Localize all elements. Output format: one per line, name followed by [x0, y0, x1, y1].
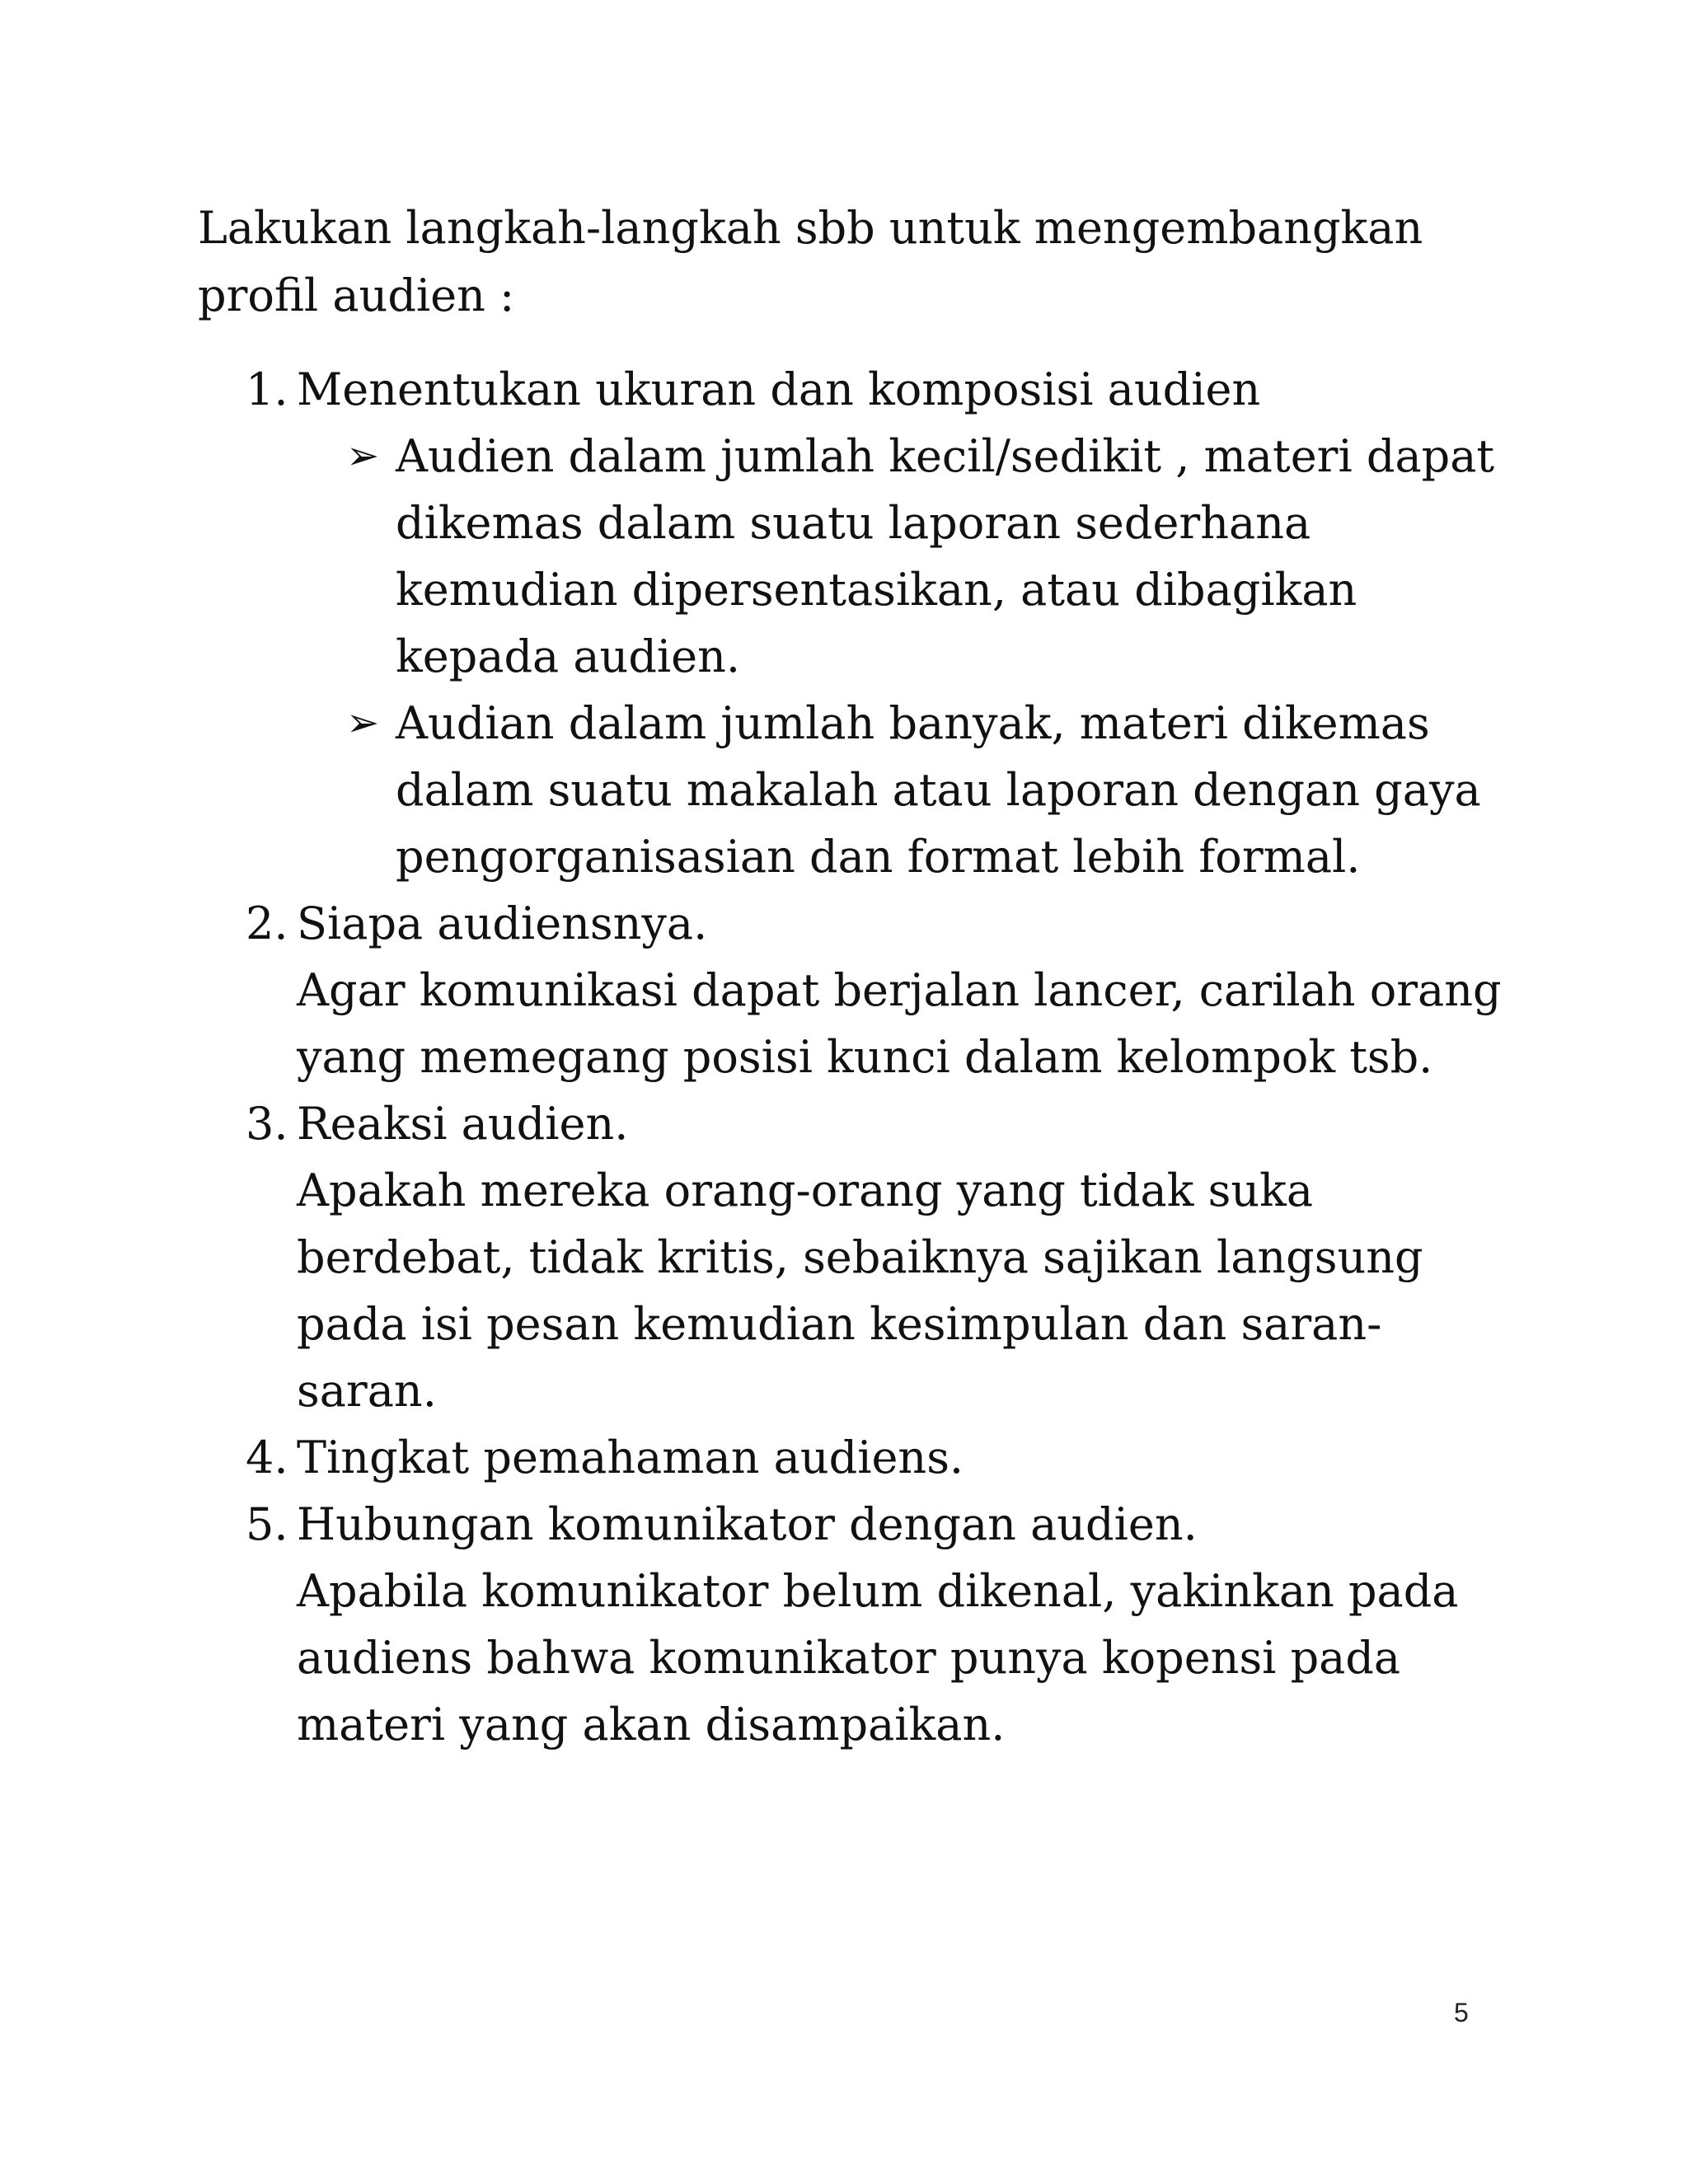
item-description: Apakah mereka orang-orang yang tidak suka berdebat, tidak kritis, sebaiknya sajikan langsung pada isi pesan kemudian kesimpulan dan saran-saran. — [297, 1165, 1423, 1417]
sub-list-item — [297, 423, 1517, 690]
intro-paragraph: Lakukan langkah-langkah sbb untuk mengembangkan profil audien : — [198, 202, 1423, 321]
page-number: 5 — [1454, 1998, 1469, 2027]
steps-list — [198, 356, 1517, 1758]
item-number: 4. — [246, 1432, 288, 1483]
list-item — [198, 890, 1517, 1090]
item-number: 2. — [246, 898, 288, 949]
arrow-bullet-icon: ➢ — [346, 700, 380, 746]
item-number: 1. — [246, 363, 288, 415]
sub-list — [297, 423, 1517, 890]
item-title: Tingkat pemahaman audiens. — [297, 1432, 964, 1483]
item-description: Apabila komunikator belum dikenal, yakinkan pada audiens bahwa komunikator punya kopensi pada materi yang akan disampaikan. — [297, 1565, 1459, 1750]
item-description: Agar komunikasi dapat berjalan lancer, carilah orang yang memegang posisi kunci dalam kelompok tsb. — [297, 964, 1502, 1083]
item-number: 3. — [246, 1098, 288, 1150]
arrow-bullet-icon: ➢ — [346, 433, 380, 479]
item-title: Menentukan ukuran dan komposisi audien — [297, 363, 1261, 415]
item-number: 5. — [246, 1498, 288, 1550]
list-item — [198, 1090, 1517, 1424]
list-item — [198, 1424, 1517, 1491]
bullet-text: Audien dalam jumlah kecil/sedikit , materi dapat dikemas dalam suatu laporan sederhana kemudian dipersentasikan, atau dibagikan kepada audien. — [396, 430, 1495, 682]
item-title: Reaksi audien. — [297, 1098, 629, 1150]
bullet-text: Audian dalam jumlah banyak, materi dikemas dalam suatu makalah atau laporan dengan gaya pengorganisasian dan format lebih formal. — [396, 697, 1481, 883]
list-item — [198, 1491, 1517, 1758]
item-title: Hubungan komunikator dengan audien. — [297, 1498, 1198, 1550]
sub-list-item — [297, 690, 1517, 890]
list-item — [198, 356, 1517, 890]
item-title: Siapa audiensnya. — [297, 898, 708, 949]
